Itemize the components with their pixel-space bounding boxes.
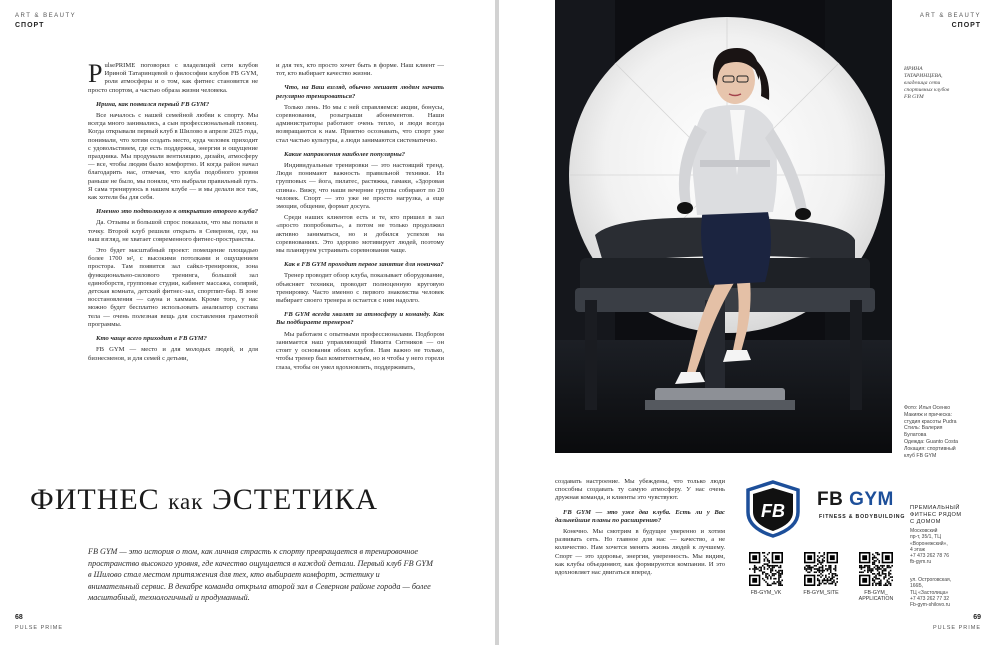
address-shilovo [910, 577, 951, 608]
interview-answer: Все началось с нашей семейной любви к спорту. Мы всегда много занимались, а сын профессиональный пловец. Когда открывали первый клуб в Шилово в апреле 2025 года, понимали, что хотим создать место, куда человек приходит с удовольствием, где есть поддержка, энергия и ощущение праздника. Мы продумали вентиляцию, дизайн, атмосферу — все, чтобы людям было комфортно. И когда район начал благодарить нас, отмечая, что клуба подобного уровня раньше не было, мы поняли, что выбрали правильный путь. Я сама тренируюсь в нашем клубе — и мы делали все так, как хотели бы для себя. [88, 112, 258, 202]
interview-answer: Индивидуальные тренировки — это настоящий тренд. Люди понимают важность правильной техники. Из групповых — йога, пилатес, растяжка, гамаки, «Здоровая спина». Вижу, что наши вечерние группы собирают по 20 человек. Спорт — это уже не просто нагрузка, а еще эмоции, общение, формат досуга. [276, 162, 444, 211]
caption-line: спортивных клубов [904, 87, 950, 93]
photo-caption [904, 66, 949, 101]
interview-answer: FB GYM — место и для молодых людей, и для бизнесменов, и для семей с детьми, [88, 346, 258, 362]
brand-name [817, 489, 894, 511]
interview-answer: Конечно. Мы смотрим в будущее уверенно и хотим развивать сеть. Но главное для нас — качество, а не количество. Нам хочется менять жизнь людей к лучшему. Спорт — это здоровье, энергия, уверенность. Мы видим, как клубы объединяют, как формируются компании. И это вдохновляет нас двигаться вперед. [555, 528, 725, 577]
credit-line: студия красоты Pudra [904, 418, 957, 425]
magazine-name: PULSE PRIME [15, 625, 63, 631]
article-column-1 [88, 59, 258, 366]
address-line: +7 473 262 78 76 [910, 553, 950, 560]
credit-line: Стиль: Валерия [904, 425, 943, 432]
subsection-label: СПОРТ [15, 22, 45, 29]
qr-label-site: FB-GYM_SITE [803, 590, 839, 596]
interview-answer: Тренер проводит обзор клуба, показывает оборудование, объясняет техники, проводит полноценную круговую тренировку. Часто именно с первого знакомства человек выбирает своего тренера и остается с ним надолго. [276, 272, 444, 305]
qr-code-site[interactable] [804, 552, 838, 586]
caption-line: FB GYM [904, 94, 924, 100]
address-line: 166Б, [910, 583, 924, 590]
interview-answer: Да. Отзывы и большой спрос показали, что мы попали в точку. Второй клуб решили открыть в Северном, где, на наш взгляд, не хватает современного фитнес-пространства. [88, 219, 258, 243]
address-line: 4 этаж [910, 546, 925, 553]
portrait-illustration [555, 0, 892, 453]
credit-line: Булатова [904, 432, 927, 439]
credit-line: Фото: Илья Осенко [904, 405, 951, 411]
title-word-2: как [168, 489, 204, 514]
interview-question: FB GYM всегда хвалят за атмосферу и команду. Как Вы подбираете тренеров? [276, 311, 444, 327]
article-intro [88, 59, 258, 95]
drop-cap: P [88, 59, 103, 88]
credit-line: Локация: спортивный [904, 445, 956, 452]
credit-line: Одежда: Guanto Costa [904, 438, 959, 445]
brand-subtitle: FITNESS & BODYBUILDING [819, 514, 906, 520]
interview-question: Кто чаще всего приходит в FB GYM? [96, 335, 207, 343]
brand-tagline [910, 505, 962, 525]
qr-code-application[interactable] [859, 552, 893, 586]
left-page [0, 0, 495, 645]
title-word-1: ФИТНЕС [30, 483, 160, 516]
tagline-line: ФИТНЕС РЯДОМ [910, 511, 962, 518]
title-word-3: ЭСТЕТИКА [211, 483, 379, 516]
interview-question: FB GYM — это уже два клуба. Есть ли у Вас дальнейшие планы по расширению? [555, 508, 725, 524]
address-line: Московский [910, 528, 938, 534]
interview-question: Как в FB GYM проходит первое занятие для новичка? [284, 261, 444, 269]
interview-question: Что, на Ваш взгляд, обычно мешает людям начать регулярно тренироваться? [276, 84, 444, 100]
subsection-label: СПОРТ [951, 22, 981, 29]
article-column-2 [276, 62, 444, 375]
portrait-photo [555, 0, 892, 453]
caption-line: владелица сети [904, 80, 941, 86]
tagline-line: С ДОМОМ [910, 518, 941, 525]
address-line: пр-т, 35/1, ТЦ [910, 534, 941, 541]
qr-label-vk: FB-GYM_VK [750, 590, 782, 596]
interview-answer: Это будет масштабный проект: помещение площадью более 1700 м², с высокими потолками и ощущением простора. Там появится зал сайкл-тренировок, зона функционально-силового тренинга, большой зал единоборств, групповые студии, кабинет массажа, солярий, детская комната, детский фитнес-зал, спортпит-бар. В зоне восстановления — сауна и хаммам. Кроме того, у нас можно будет бесплатно использовать анализатор состава тела — очень полезная вещь для составления грамотной программы. [88, 247, 258, 328]
interview-answer: Среди наших клиентов есть и те, кто пришел в зал «просто попробовать», а потом не только продолжил активно заниматься, но и добился успехов на соревнованиях. Это здорово мотивирует людей, поэтому мы планируем устраивать соревнования чаще. [276, 214, 444, 255]
address-line: fb-gym.ru [910, 559, 932, 566]
page-number: 69 [973, 614, 981, 621]
photo-credits [904, 405, 958, 459]
page-number: 68 [15, 614, 23, 621]
address-line: Fb-gym-shilovo.ru [910, 602, 951, 609]
caption-line: ТАТАРИНЦЕВА, [904, 73, 943, 79]
shield-text: FB [761, 501, 785, 521]
interview-answer: и для тех, кто просто хочет быть в форме. Наш клиент — тот, кто выбирает качество жизни. [276, 62, 444, 78]
interview-answer: создавать настроение. Мы убеждены, что только люди способны создавать ту самую атмосферу. У нас очень дружная команда, и клиенты это чувствуют. [555, 478, 725, 502]
article-title [30, 483, 378, 517]
caption-line: ИРИНА [904, 66, 923, 72]
address-line: «Воронежский», [910, 540, 948, 547]
right-page [499, 0, 995, 645]
credit-line: клуб FB GYM [904, 452, 937, 459]
section-label: ART & BEAUTY [919, 13, 981, 19]
address-line: +7 473 262 77 32 [910, 595, 950, 602]
credit-line: Макияж и прическа: [904, 411, 952, 418]
article-column-3 [555, 478, 725, 580]
interview-answer: Только лень. Но мы с ней справляемся: акции, бонусы, соревнования, розыгрыши абонементов. Наши администраторы работают очень тепло, и люди всегда возвращаются к нам. Приятно осознавать, что спорт уже стал частью культуры, а люди занимаются систематично. [276, 103, 444, 144]
brand-gym: GYM [849, 489, 894, 510]
address-line: ул. Остроговская, [910, 577, 952, 583]
fb-gym-shield-logo [744, 480, 802, 538]
address-north [910, 528, 949, 566]
qr-label-application: FB-GYM_ APPLICATION [858, 590, 894, 603]
magazine-name: PULSE PRIME [933, 625, 981, 631]
interview-answer: Мы работаем с опытными профессионалами. Подбором занимается наш управляющий Никита Ситников — он стоит у основания обоих клубов. Нам важно не только, чтобы тренер был компетентным, но и чтобы у него горели глаза, чтобы он умел вдохновлять, поддерживать, [276, 330, 444, 371]
interview-question: Какие направления наиболее популярны? [284, 150, 406, 158]
tagline-line: ПРЕМИАЛЬНЫЙ [910, 505, 960, 511]
intro-text: ulsePRIME поговорил с владелицей сети клубов Ириной Татаринцевой о философии клубов FB GYM, роли атмосферы и о том, как фитнес становится не просто спортом, а частью образа жизни человека. [88, 62, 258, 94]
qr-code-vk[interactable] [749, 552, 783, 586]
article-lead: FB GYM — это история о том, как личная страсть к спорту превращается в тренировочное пространство высокого уровня, где качество ощущается в каждой детали. Первый клуб FB GYM в Шилово стал местом притяжения для тех, кто выбирает комфорт, эстетику и внимательный сервис. В декабре команда открыла второй зал в Северном районе города — более масштабный, технологичный и продуманный. [88, 547, 433, 602]
address-line: ТЦ «Застолица» [910, 589, 949, 596]
interview-question: Ирина, как появился первый FB GYM? [96, 100, 210, 108]
interview-question: Именно это подтолкнуло к открытию второго клуба? [96, 208, 258, 216]
brand-fb: FB [817, 489, 844, 510]
section-label: ART & BEAUTY [15, 13, 77, 19]
